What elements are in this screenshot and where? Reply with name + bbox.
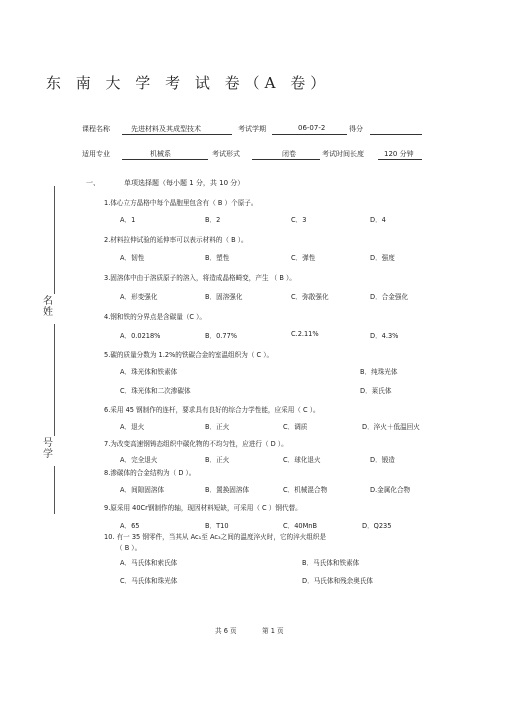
side-name-label: 名 姓 — [43, 296, 53, 318]
question-option: D．4 — [370, 216, 386, 224]
duration-value: 120 分钟 — [384, 150, 414, 158]
question-option: D.金属化合物 — [370, 486, 411, 494]
footer-total-pages: 共 6 页 — [215, 627, 237, 635]
question-option: A．完全退火 — [120, 456, 158, 464]
question-option: C.2.11% — [291, 330, 319, 338]
question-option: B．正火 — [205, 456, 230, 464]
question-option: D．莱氏体 — [360, 387, 392, 395]
score-label: 得分 — [349, 125, 363, 133]
question-option: A．马氏体和索氏体 — [120, 559, 178, 567]
exam-form-value: 闭卷 — [282, 150, 296, 158]
question-stem: 1.体心立方晶格中每个晶胞里包含有（ B ）个原子。 — [104, 199, 258, 207]
term-underline — [272, 134, 347, 135]
question-stem-continued: （ B ）。 — [116, 544, 142, 552]
question-option: D．锻造 — [370, 456, 395, 464]
question-option: C．40MnB — [283, 522, 317, 530]
course-name-value: 先进材料及其成型技术 — [131, 125, 201, 133]
term-label: 考试学期 — [238, 125, 266, 133]
margin-line-middle — [54, 324, 55, 436]
exam-form-underline — [252, 159, 320, 160]
question-option: A．间隙固溶体 — [120, 486, 165, 494]
question-option: C．调质 — [283, 423, 308, 431]
margin-line-bottom — [54, 466, 55, 514]
question-option: B．固溶强化 — [205, 293, 243, 301]
question-option: C．弹性 — [291, 254, 316, 262]
question-option: B．纯珠光体 — [360, 368, 398, 376]
question-option: C．珠光体和二次渗碳体 — [120, 387, 191, 395]
question-option: B．正火 — [205, 423, 230, 431]
question-option: A．65 — [120, 522, 140, 530]
question-option: A．韧性 — [120, 254, 145, 262]
question-option: A．退火 — [120, 423, 145, 431]
question-option: A．0.0218% — [120, 332, 161, 340]
question-option: B．T10 — [205, 522, 229, 530]
duration-underline — [378, 159, 422, 160]
question-option: A．形变强化 — [120, 293, 158, 301]
question-stem: 8.渗碳体的合金结构为（ D ）。 — [104, 469, 196, 477]
question-option: A．珠光体和铁素体 — [120, 368, 178, 376]
question-stem: 2.材料拉伸试验的延伸率可以表示材料的（ B ）。 — [104, 236, 248, 244]
question-option: D．马氏体和残余奥氏体 — [302, 577, 374, 585]
question-stem: 10. 有一 35 钢零件，当其从 Ac₁至 Ac₃之间的温度淬火时，它的淬火组织是 — [104, 533, 327, 541]
course-name-underline — [122, 134, 232, 135]
footer-page-number: 第 1 页 — [262, 627, 284, 635]
question-option: A．1 — [120, 216, 136, 224]
score-underline — [370, 134, 422, 135]
question-option: B．0.77% — [205, 332, 238, 340]
question-option: B．马氏体和铁素体 — [302, 559, 360, 567]
section-number: 一、 — [86, 179, 100, 187]
exam-form-label: 考试形式 — [212, 150, 240, 158]
question-option: B．2 — [205, 216, 221, 224]
question-option: B．置换固溶体 — [205, 486, 250, 494]
side-id-label: 号 学 — [43, 438, 53, 460]
question-stem: 7.为改变高速钢铸态组织中碳化物的不均匀性，应进行（ D ）。 — [104, 440, 288, 448]
major-underline — [122, 159, 208, 160]
question-stem: 4.钢和铁的分界点是含碳量（C ）。 — [104, 313, 207, 321]
question-option: D．Q235 — [362, 522, 392, 530]
course-name-label: 课程名称 — [82, 125, 110, 133]
section-title: 单项选择题（每小题 1 分，共 10 分） — [124, 179, 245, 187]
major-label: 适用专业 — [82, 150, 110, 158]
question-option: C．机械混合物 — [283, 486, 328, 494]
question-option: D．强度 — [370, 254, 395, 262]
question-option: D．4.3% — [370, 332, 399, 340]
question-option: D．合金强化 — [370, 293, 409, 301]
term-value: 06-07-2 — [298, 124, 326, 132]
exam-title: 东 南 大 学 考 试 卷（A 卷） — [46, 74, 331, 92]
major-value: 机械系 — [150, 150, 171, 158]
question-stem: 6.采用 45 钢制作的连杆，要求具有良好的综合力学性能，应采用（ C ）。 — [104, 406, 320, 414]
margin-line-top — [54, 186, 55, 294]
question-stem: 9.原采用 40Cr钢制作的轴，现因材料短缺，可采用（ C ）钢代替。 — [104, 504, 302, 512]
question-option: B．塑性 — [205, 254, 230, 262]
duration-label: 考试时间长度 — [322, 150, 364, 158]
question-option: C．马氏体和珠光体 — [120, 577, 178, 585]
question-option: D．淬火＋低温回火 — [362, 423, 420, 431]
question-option: C．3 — [291, 216, 307, 224]
question-stem: 3.固溶体中由于溶质原子的溶入，将造成晶格畸变，产生 （ B ）。 — [104, 274, 296, 282]
question-option: C．弥散强化 — [291, 293, 329, 301]
question-option: C．球化退火 — [283, 456, 321, 464]
question-stem: 5.碳的质量分数为 1.2%的铁碳合金的室温组织为（ C ）。 — [104, 351, 274, 359]
